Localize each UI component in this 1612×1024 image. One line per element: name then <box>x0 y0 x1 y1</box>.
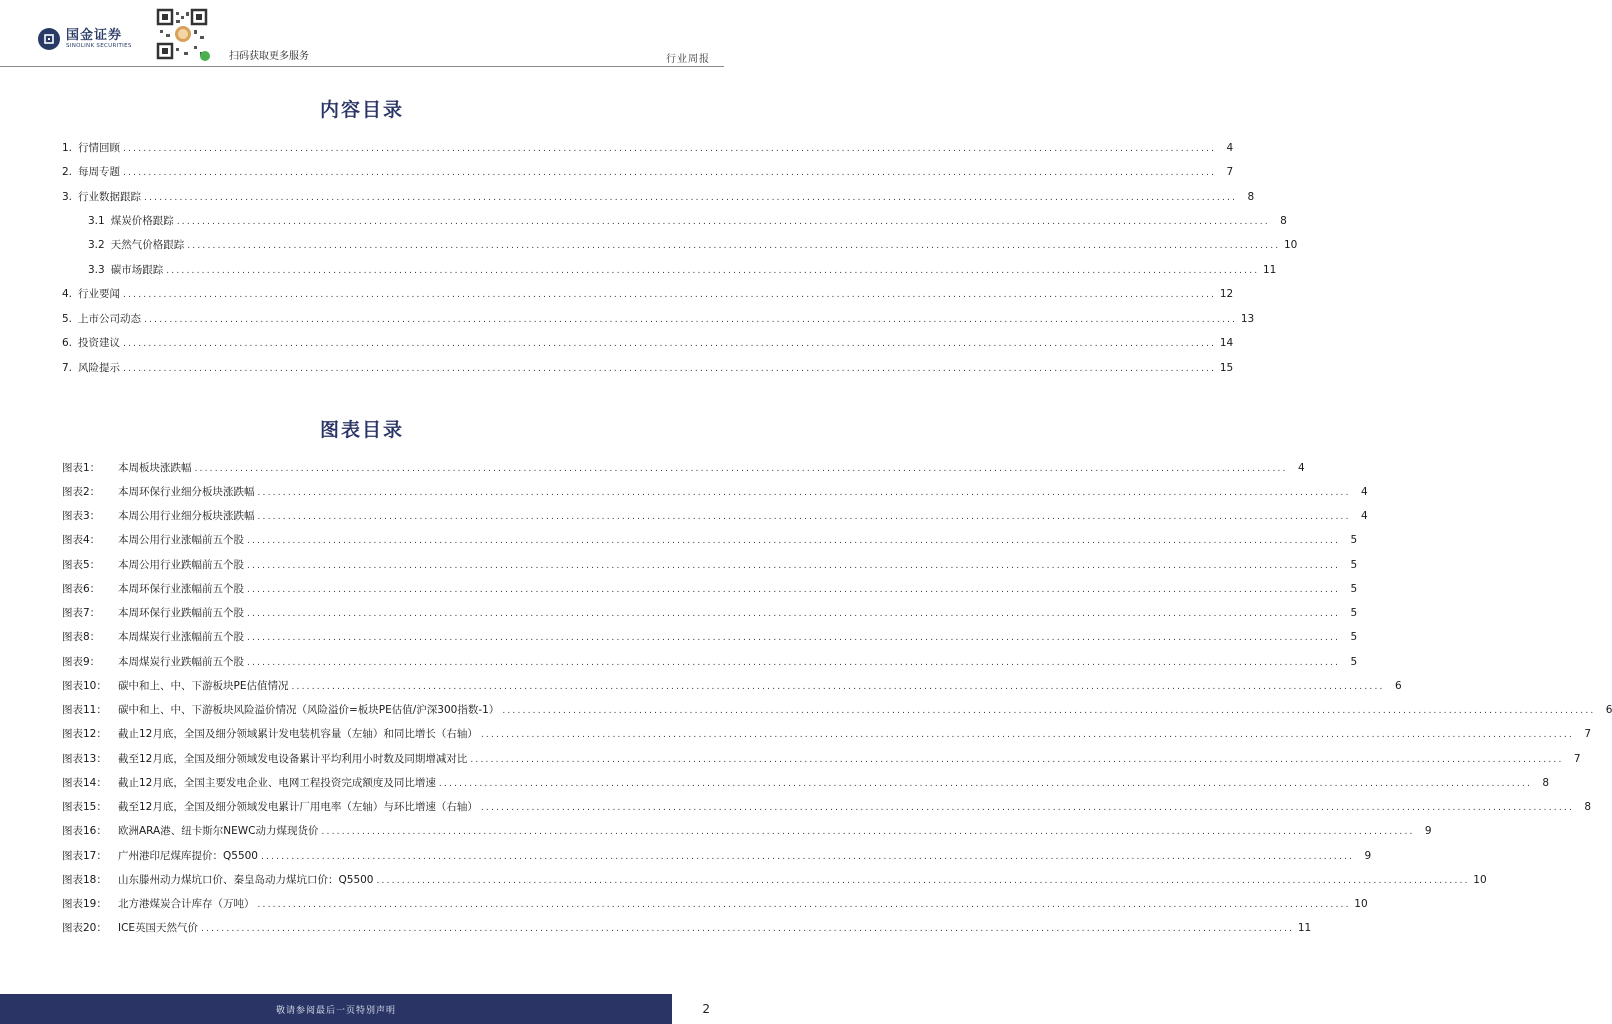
dot-leader: ........................................................................................................................................................................................................................ <box>166 266 1260 276</box>
contents-item[interactable]: 4. 行业要闻 ........................................................................................................................................................................................................................ 12 <box>62 286 684 302</box>
dot-leader: ........................................................................................................................................................................................................................ <box>257 488 1351 498</box>
logo-cn-text: 国金证券 <box>66 27 123 43</box>
dot-leader: ........................................................................................................................................................................................................................ <box>144 315 1238 325</box>
dot-leader: ........................................................................................................................................................................................................................ <box>123 168 1217 178</box>
logo-en-text: SINOLINK SECURITIES <box>66 42 132 49</box>
figure-item[interactable]: 图表11： 碳中和上、中、下游板块风险溢价情况（风险溢价=板块PE估值/沪深300指数-1） ........................................................................................................................................................................................................................ 6 <box>62 702 684 718</box>
dot-leader: ........................................................................................................................................................................................................................ <box>123 144 1217 154</box>
contents-subitem[interactable]: 3.1 煤炭价格跟踪 ........................................................................................................................................................................................................................ 8 <box>88 213 684 229</box>
dot-leader: ........................................................................................................................................................................................................................ <box>123 364 1217 374</box>
contents-item[interactable]: 6. 投资建议 ........................................................................................................................................................................................................................ 14 <box>62 335 684 351</box>
document-type-label: 行业周报 <box>666 54 710 65</box>
header-divider <box>0 66 724 67</box>
figure-item[interactable]: 图表2： 本周环保行业细分板块涨跌幅 ........................................................................................................................................................................................................................ 4 <box>62 484 684 500</box>
figure-item[interactable]: 图表19： 北方港煤炭合计库存（万吨） ........................................................................................................................................................................................................................ 10 <box>62 896 684 912</box>
dot-leader: ........................................................................................................................................................................................................................ <box>187 241 1281 251</box>
figure-item[interactable]: 图表16： 欧洲ARA港、纽卡斯尔NEWC动力煤现货价 ........................................................................................................................................................................................................................ 9 <box>62 823 684 839</box>
footer-disclaimer[interactable]: 敬请参阅最后一页特别声明 <box>275 1005 396 1016</box>
figure-item[interactable]: 图表4： 本周公用行业涨幅前五个股 ........................................................................................................................................................................................................................ 5 <box>62 532 684 548</box>
dot-leader: ........................................................................................................................................................................................................................ <box>247 633 1341 643</box>
dot-leader: ........................................................................................................................................................................................................................ <box>438 779 1533 789</box>
figures-list <box>62 460 1612 950</box>
dot-leader: ........................................................................................................................................................................................................................ <box>123 339 1217 349</box>
figure-item[interactable]: 图表15： 截至12月底，全国及细分领域发电累计厂用电率（左轴）与环比增速（右轴） ........................................................................................................................................................................................................................ 8 <box>62 799 684 815</box>
contents-item[interactable]: 7. 风险提示 ........................................................................................................................................................................................................................ 15 <box>62 360 684 376</box>
dot-leader: ........................................................................................................................................................................................................................ <box>502 706 1596 716</box>
dot-leader: ........................................................................................................................................................................................................................ <box>194 464 1288 474</box>
figure-item[interactable]: 图表5： 本周公用行业跌幅前五个股 ........................................................................................................................................................................................................................ 5 <box>62 557 684 573</box>
figure-item[interactable]: 图表9： 本周煤炭行业跌幅前五个股 ........................................................................................................................................................................................................................ 5 <box>62 654 684 670</box>
dot-leader: ........................................................................................................................................................................................................................ <box>247 609 1341 619</box>
dot-leader: ........................................................................................................................................................................................................................ <box>144 193 1238 203</box>
figure-item[interactable]: 图表6： 本周环保行业涨幅前五个股 ........................................................................................................................................................................................................................ 5 <box>62 581 684 597</box>
dot-leader: ........................................................................................................................................................................................................................ <box>257 900 1351 910</box>
figures-title: 图表目录 <box>319 419 404 441</box>
dot-leader: ........................................................................................................................................................................................................................ <box>201 924 1295 934</box>
dot-leader: ........................................................................................................................................................................................................................ <box>176 217 1270 227</box>
contents-title: 内容目录 <box>319 99 404 121</box>
contents-list <box>62 140 1298 380</box>
contents-item[interactable]: 3. 行业数据跟踪 ........................................................................................................................................................................................................................ 8 <box>62 189 684 205</box>
dot-leader: ........................................................................................................................................................................................................................ <box>247 561 1341 571</box>
dot-leader: ........................................................................................................................................................................................................................ <box>470 755 1564 765</box>
figure-item[interactable]: 图表12： 截止12月底，全国及细分领域累计发电装机容量（左轴）和同比增长（右轴） ........................................................................................................................................................................................................................ 7 <box>62 726 684 742</box>
contents-item[interactable]: 5. 上市公司动态 ........................................................................................................................................................................................................................ 13 <box>62 311 684 327</box>
figure-item[interactable]: 图表3： 本周公用行业细分板块涨跌幅 ........................................................................................................................................................................................................................ 4 <box>62 508 684 524</box>
dot-leader: ........................................................................................................................................................................................................................ <box>247 536 1341 546</box>
footer-bar <box>0 994 672 1024</box>
figure-item[interactable]: 图表7： 本周环保行业跌幅前五个股 ........................................................................................................................................................................................................................ 5 <box>62 605 684 621</box>
dot-leader: ........................................................................................................................................................................................................................ <box>321 827 1415 837</box>
company-logo <box>38 28 132 50</box>
qr-code-icon[interactable] <box>150 6 210 62</box>
dot-leader: ........................................................................................................................................................................................................................ <box>376 876 1470 886</box>
contents-item[interactable]: 2. 每周专题 ........................................................................................................................................................................................................................ 7 <box>62 164 684 180</box>
dot-leader: ........................................................................................................................................................................................................................ <box>247 585 1341 595</box>
logo-emblem-icon <box>38 28 60 50</box>
figure-item[interactable]: 图表17： 广州港印尼煤库提价：Q5500 ........................................................................................................................................................................................................................ 9 <box>62 848 684 864</box>
figure-item[interactable]: 图表8： 本周煤炭行业涨幅前五个股 ........................................................................................................................................................................................................................ 5 <box>62 629 684 645</box>
dot-leader: ........................................................................................................................................................................................................................ <box>261 852 1355 862</box>
contents-subitem[interactable]: 3.3 碳市场跟踪 ........................................................................................................................................................................................................................ 11 <box>88 262 684 278</box>
page-header <box>0 0 724 66</box>
figure-item[interactable]: 图表10： 碳中和上、中、下游板块PE估值情况 ........................................................................................................................................................................................................................ 6 <box>62 678 684 694</box>
figure-item[interactable]: 图表1： 本周板块涨跌幅 ........................................................................................................................................................................................................................ 4 <box>62 460 684 476</box>
figure-item[interactable]: 图表20： ICE英国天然气价 ........................................................................................................................................................................................................................ 11 <box>62 920 684 936</box>
qr-caption: 扫码获取更多服务 <box>229 51 309 62</box>
figure-item[interactable]: 图表13： 截至12月底，全国及细分领域发电设备累计平均利用小时数及同期增减对比 ........................................................................................................................................................................................................................ 7 <box>62 751 684 767</box>
contents-subitem[interactable]: 3.2 天然气价格跟踪 ........................................................................................................................................................................................................................ 10 <box>88 237 684 253</box>
dot-leader: ........................................................................................................................................................................................................................ <box>257 512 1351 522</box>
figure-item[interactable]: 图表18： 山东滕州动力煤坑口价、秦皇岛动力煤坑口价：Q5500 ........................................................................................................................................................................................................................ 10 <box>62 872 684 888</box>
figure-item[interactable]: 图表14： 截止12月底，全国主要发电企业、电网工程投资完成额度及同比增速 ........................................................................................................................................................................................................................ 8 <box>62 775 684 791</box>
page-footer <box>0 994 724 1024</box>
dot-leader: ........................................................................................................................................................................................................................ <box>480 730 1575 740</box>
dot-leader: ........................................................................................................................................................................................................................ <box>291 682 1385 692</box>
dot-leader: ........................................................................................................................................................................................................................ <box>480 803 1575 813</box>
dot-leader: ........................................................................................................................................................................................................................ <box>247 658 1341 668</box>
contents-item[interactable]: 1. 行情回顾 ........................................................................................................................................................................................................................ 4 <box>62 140 684 156</box>
dot-leader: ........................................................................................................................................................................................................................ <box>123 290 1217 300</box>
page-number: 2 <box>702 1002 710 1016</box>
